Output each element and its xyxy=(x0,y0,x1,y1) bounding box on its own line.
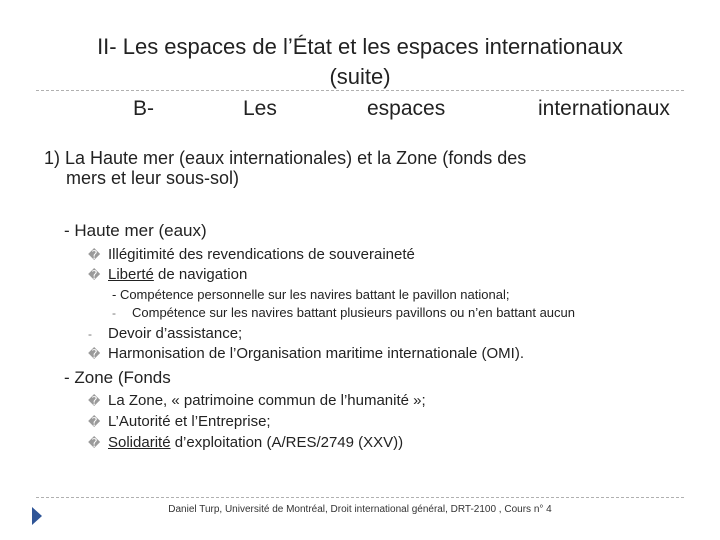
dash-marker: - xyxy=(88,327,92,341)
list-item-underlined-text: Solidarité xyxy=(108,434,171,451)
subtitle-part-2: Les xyxy=(243,97,277,120)
list-item xyxy=(88,325,242,342)
list-item-text: Devoir d’assistance; xyxy=(108,325,243,342)
list-item xyxy=(88,413,271,430)
title-divider xyxy=(36,90,684,91)
slide-title xyxy=(40,32,680,92)
list-item xyxy=(88,434,403,451)
list-item-text: de navigation xyxy=(153,266,248,283)
bullet-icon: � xyxy=(88,436,101,450)
sub-list-item xyxy=(112,305,575,320)
subtitle-part-3: espaces xyxy=(367,97,446,120)
section-heading-line-2: mers et leur sous-sol) xyxy=(66,168,240,188)
footer-divider xyxy=(36,497,684,498)
list-item-text: L’Autorité et l’Entreprise; xyxy=(108,413,271,430)
bullet-icon: � xyxy=(88,415,101,429)
list-item xyxy=(88,266,247,283)
title-line-1: II- Les espaces de l’État et les espaces internationaux xyxy=(97,34,623,59)
sub-list-item-text: Compétence sur les navires battant plusieurs pavillons ou n’en battant aucun xyxy=(132,305,575,320)
bullet-icon: � xyxy=(88,248,101,262)
list-item-text: Harmonisation de l’Organisation maritime internationale (OMI). xyxy=(108,345,525,362)
bullet-icon: � xyxy=(88,394,101,408)
sub-list-item: - Compétence personnelle sur les navires battant le pavillon national; xyxy=(112,287,510,302)
list-item xyxy=(88,345,524,362)
haute-mer-heading: - Haute mer (eaux) xyxy=(64,221,207,240)
bullet-icon: � xyxy=(88,347,101,361)
list-item-text: La Zone, « patrimoine commun de l’humanité »; xyxy=(108,392,426,409)
list-item xyxy=(88,392,426,409)
section-heading-line-1: 1) La Haute mer (eaux internationales) et la Zone (fonds des xyxy=(44,148,527,168)
list-item-text: d’exploitation (A/RES/2749 (XXV)) xyxy=(170,434,404,451)
dash-marker: - xyxy=(112,306,116,320)
subtitle-part-1: B- xyxy=(133,97,154,120)
zone-heading: - Zone (Fonds xyxy=(64,368,171,387)
bullet-icon: � xyxy=(88,268,101,282)
list-item-underlined-text: Liberté xyxy=(108,266,154,283)
title-line-2: (suite) xyxy=(329,64,391,89)
list-item xyxy=(88,246,415,263)
footer-text: Daniel Turp, Université de Montréal, Droit international général, DRT-2100 , Cours n° 4 xyxy=(168,504,552,515)
subtitle-part-4: internationaux xyxy=(538,97,670,120)
list-item-text: Illégitimité des revendications de souveraineté xyxy=(108,246,415,263)
